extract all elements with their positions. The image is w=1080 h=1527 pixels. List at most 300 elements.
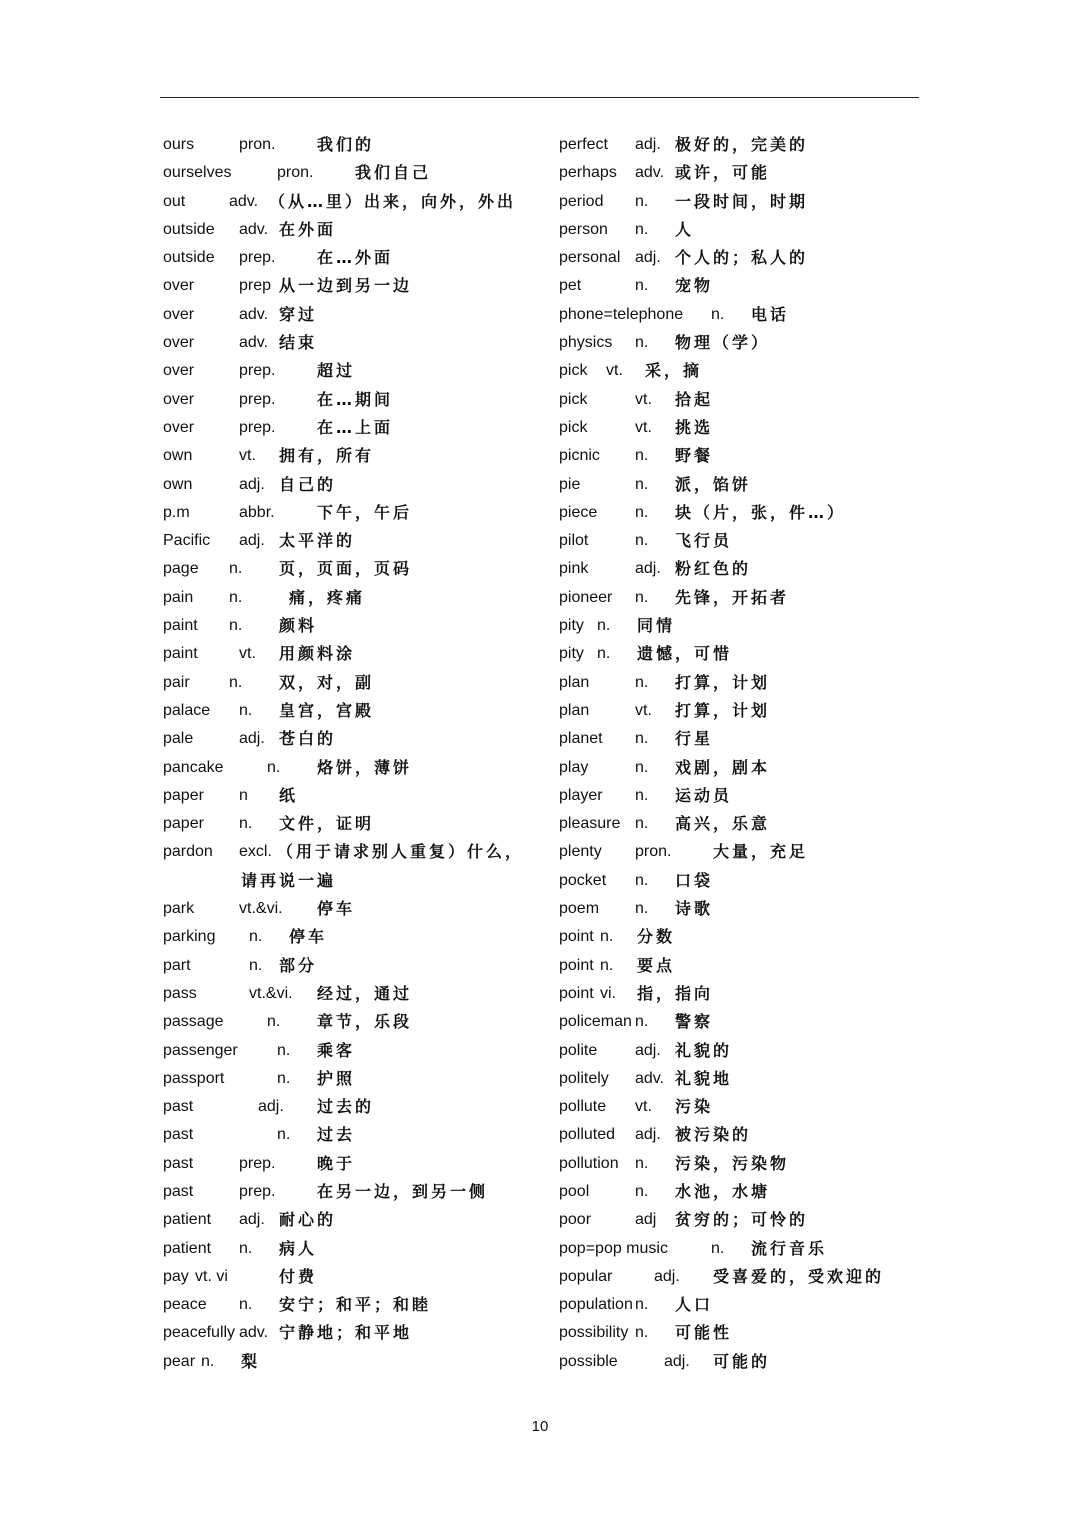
entry-pos: n. — [277, 1069, 291, 1087]
entry-definition: 耐心的 — [279, 1210, 337, 1230]
entry-word: p.m — [163, 503, 190, 521]
entry-pos: n. — [635, 220, 649, 238]
entry-row — [559, 131, 919, 159]
entry-definition: 野餐 — [675, 446, 714, 466]
entry-row — [163, 499, 543, 527]
entry-definition: 我们自己 — [355, 163, 432, 183]
entry-row — [559, 471, 919, 499]
entry-definition: 护照 — [317, 1068, 356, 1088]
entry-pos: n. — [597, 645, 611, 663]
entry-pos: n. — [635, 1013, 649, 1031]
entry-row — [163, 584, 543, 612]
entry-row — [163, 867, 543, 895]
entry-word: possible — [559, 1352, 618, 1370]
entry-pos: vt. — [635, 1098, 652, 1116]
entry-pos: vt. — [239, 645, 256, 663]
entry-row — [163, 357, 543, 385]
entry-definition: 结束 — [279, 333, 318, 353]
entry-pos: n. — [635, 192, 649, 210]
entry-row — [559, 754, 919, 782]
entry-row — [163, 1319, 543, 1347]
entry-row — [559, 838, 919, 866]
entry-pos: adj. — [664, 1352, 690, 1370]
entry-pos: prep. — [239, 1154, 276, 1172]
entry-word: phone=telephone — [559, 305, 684, 323]
entry-row — [559, 329, 919, 357]
entry-pos: adj — [635, 1211, 657, 1229]
entry-definition: （从…里）出来，向外，外出 — [269, 191, 517, 211]
entry-pos: prep — [239, 277, 272, 295]
entry-row — [163, 838, 543, 866]
entry-row — [163, 1065, 543, 1093]
entry-row — [163, 471, 543, 499]
entry-word: passage — [163, 1013, 224, 1031]
entry-word: possibility — [559, 1324, 629, 1342]
entry-pos: vt. — [606, 362, 623, 380]
entry-definition: 运动员 — [675, 785, 733, 805]
entry-pos: n. — [249, 928, 263, 946]
entry-word: own — [163, 447, 193, 465]
entry-definition: 在…外面 — [317, 248, 394, 268]
entry-row — [163, 782, 543, 810]
entry-pos: prep. — [239, 362, 276, 380]
entry-definition: 付费 — [279, 1266, 318, 1286]
entry-row — [163, 952, 543, 980]
entry-word: outside — [163, 249, 215, 267]
entry-pos: adj. — [635, 560, 661, 578]
entry-row — [163, 754, 543, 782]
entry-word: person — [559, 220, 608, 238]
entry-pos: n. — [635, 447, 649, 465]
entry-pos: vt. vi — [195, 1267, 228, 1285]
entry-definition: 警察 — [675, 1012, 714, 1032]
entry-row — [163, 527, 543, 555]
entry-pos: pron. — [239, 136, 276, 153]
entry-row — [559, 414, 919, 442]
entry-row — [163, 1235, 543, 1263]
entry-row — [559, 640, 919, 668]
entry-definition: 礼貌的 — [675, 1040, 733, 1060]
entry-definition: 人口 — [675, 1295, 714, 1315]
entry-word: passenger — [163, 1041, 238, 1059]
entry-definition: 纸 — [279, 785, 299, 805]
entry-word: pain — [163, 588, 194, 606]
entry-word: pioneer — [559, 588, 613, 606]
entry-pos: n. — [249, 956, 263, 974]
entry-row — [163, 725, 543, 753]
entry-word: plan — [559, 701, 590, 719]
entry-pos: n. — [635, 334, 649, 352]
entry-definition: 行星 — [675, 729, 714, 749]
entry-row — [163, 1263, 543, 1291]
entry-pos: n. — [635, 277, 649, 295]
entry-row — [163, 640, 543, 668]
entry-word: pie — [559, 475, 581, 493]
entry-definition: 可能性 — [675, 1323, 733, 1343]
right-column — [559, 131, 919, 1376]
entry-row — [163, 244, 543, 272]
entry-definition: 用颜料涂 — [279, 644, 356, 664]
entry-definition: 污染 — [675, 1097, 714, 1117]
entry-definition: 自己的 — [279, 474, 337, 494]
entry-row — [559, 923, 919, 951]
entry-row — [163, 895, 543, 923]
entry-pos: adv. — [239, 220, 269, 238]
entry-row — [163, 669, 543, 697]
entry-pos: vt. — [635, 390, 652, 408]
entry-word: polluted — [559, 1126, 616, 1144]
entry-word: population — [559, 1296, 633, 1314]
entry-pos: n. — [239, 815, 253, 833]
entry-pos: n. — [597, 617, 611, 635]
entry-word: patient — [163, 1211, 212, 1229]
entry-row — [559, 1037, 919, 1065]
entry-pos: n. — [600, 928, 614, 946]
entry-word: pick — [559, 362, 588, 380]
entry-definition: 块（片，张，件…） — [675, 502, 847, 522]
entry-word: over — [163, 418, 195, 436]
entry-word: patient — [163, 1239, 212, 1257]
entry-pos: abbr. — [239, 503, 275, 521]
entry-row — [559, 301, 919, 329]
entry-definition: 同情 — [637, 616, 676, 636]
entry-pos: prep. — [239, 390, 276, 408]
entry-definition: 梨 — [241, 1351, 261, 1371]
entry-definition: 大量，充足 — [713, 842, 809, 862]
entry-row — [559, 1178, 919, 1206]
entry-word: paper — [163, 815, 204, 833]
entry-row — [559, 1121, 919, 1149]
entry-definition: 戏剧，剧本 — [675, 757, 771, 777]
entry-definition: 分数 — [637, 927, 676, 947]
entry-definition: 拾起 — [675, 389, 714, 409]
entry-definition: 可能的 — [713, 1351, 771, 1371]
entry-word: planet — [559, 730, 603, 748]
entry-row — [559, 1150, 919, 1178]
entry-pos: n. — [267, 1013, 281, 1031]
entry-pos: adv. — [229, 192, 259, 210]
entry-word: paint — [163, 645, 198, 663]
entry-row — [559, 725, 919, 753]
entry-pos: adv. — [635, 164, 665, 182]
entry-definition: 粉红色的 — [675, 559, 752, 579]
entry-row — [559, 357, 919, 385]
entry-definition: 停车 — [289, 927, 328, 947]
entry-definition: 遗憾，可惜 — [637, 644, 733, 664]
entry-word: over — [163, 305, 195, 323]
entry-row — [559, 867, 919, 895]
entry-definition: 被污染的 — [675, 1125, 752, 1145]
entry-word: point — [559, 984, 594, 1002]
entry-definition: 在…上面 — [317, 417, 394, 437]
entry-pos: vt.&vi. — [239, 900, 283, 918]
entry-row — [559, 555, 919, 583]
entry-word: perfect — [559, 136, 608, 153]
entry-definition: 过去 — [317, 1125, 356, 1145]
entry-row — [163, 442, 543, 470]
entry-word: plenty — [559, 843, 602, 861]
entry-row — [163, 386, 543, 414]
entry-word: ours — [163, 136, 195, 153]
entry-word: politely — [559, 1069, 609, 1087]
entry-pos: n. — [239, 1296, 253, 1314]
entry-definition: 拥有，所有 — [279, 446, 375, 466]
entry-row — [559, 1348, 919, 1376]
entry-word: pity — [559, 645, 584, 663]
entry-word: pink — [559, 560, 589, 578]
entry-row — [559, 1065, 919, 1093]
entry-pos: n. — [229, 617, 243, 635]
entry-word: pass — [163, 984, 197, 1002]
entry-word: plan — [559, 673, 590, 691]
entry-pos: n. — [711, 305, 725, 323]
entry-pos: n. — [635, 673, 649, 691]
entry-pos: adj. — [635, 1041, 661, 1059]
entry-row — [163, 697, 543, 725]
entry-pos: n. — [635, 475, 649, 493]
entry-definition: 在…期间 — [317, 389, 394, 409]
entry-definition: 一段时间，时期 — [675, 191, 809, 211]
entry-pos: adj. — [258, 1098, 284, 1116]
entry-pos: prep. — [239, 1182, 276, 1200]
entry-pos: adv. — [239, 1324, 269, 1342]
entry-definition: 个人的；私人的 — [675, 248, 809, 268]
entry-word: own — [163, 475, 193, 493]
entry-word: over — [163, 277, 195, 295]
entry-word: peace — [163, 1296, 207, 1314]
entry-pos: n. — [201, 1352, 215, 1370]
entry-row — [559, 1263, 919, 1291]
entry-row — [163, 1121, 543, 1149]
entry-word: poor — [559, 1211, 592, 1229]
entry-definition: 请再说一遍 — [241, 870, 337, 890]
entry-word: piece — [559, 503, 598, 521]
entry-word: pilot — [559, 532, 589, 550]
entry-row — [559, 782, 919, 810]
entry-word: past — [163, 1154, 194, 1172]
entry-pos: vt. — [635, 418, 652, 436]
entry-word: pet — [559, 277, 582, 295]
entry-pos: n. — [635, 532, 649, 550]
entry-definition: 宁静地；和平地 — [279, 1323, 413, 1343]
entry-definition: 颜料 — [279, 616, 318, 636]
entry-definition: 或许，可能 — [675, 163, 771, 183]
entry-word: picnic — [559, 447, 600, 465]
entry-definition: 皇宫，宫殿 — [279, 700, 375, 720]
entry-word: personal — [559, 249, 621, 267]
entry-definition: 极好的，完美的 — [675, 135, 809, 154]
entry-definition: 下午，午后 — [317, 502, 413, 522]
entry-row — [559, 527, 919, 555]
entry-definition: 页，页面，页码 — [279, 559, 413, 579]
entry-word: poem — [559, 900, 600, 918]
entry-pos: n. — [635, 1154, 649, 1172]
entry-definition: 受喜爱的，受欢迎的 — [713, 1266, 885, 1286]
entry-row — [163, 555, 543, 583]
entry-definition: 先锋，开拓者 — [675, 587, 790, 607]
entry-definition: 指，指向 — [637, 983, 714, 1003]
entry-pos: adj. — [654, 1267, 680, 1285]
entry-word: peacefully — [163, 1324, 236, 1342]
entry-row — [559, 612, 919, 640]
entry-row — [163, 1206, 543, 1234]
entry-pos: prep. — [239, 418, 276, 436]
entry-definition: 晚于 — [317, 1153, 356, 1173]
entry-word: pick — [559, 418, 588, 436]
entry-row — [559, 1008, 919, 1036]
entry-word: popular — [559, 1267, 613, 1285]
entry-row — [559, 697, 919, 725]
entry-row — [163, 414, 543, 442]
entry-definition: 宠物 — [675, 276, 714, 296]
entry-pos: n. — [635, 1182, 649, 1200]
entry-word: polite — [559, 1041, 598, 1059]
entry-definition: 高兴，乐意 — [675, 814, 771, 834]
entry-word: out — [163, 192, 186, 210]
entry-definition: 采，摘 — [645, 361, 703, 381]
entry-pos: adj. — [239, 730, 265, 748]
entry-definition: 我们的 — [317, 135, 375, 154]
entry-definition: 章节，乐段 — [317, 1012, 413, 1032]
entry-row — [559, 442, 919, 470]
entry-definition: 人 — [675, 219, 695, 239]
entry-definition: 部分 — [279, 955, 318, 975]
entry-pos: vt.&vi. — [249, 984, 293, 1002]
entry-pos: n. — [277, 1041, 291, 1059]
entry-row — [163, 923, 543, 951]
entry-word: pancake — [163, 758, 224, 776]
entry-word: play — [559, 758, 589, 776]
entry-definition: 痛，疼痛 — [289, 587, 366, 607]
entry-row — [559, 952, 919, 980]
entry-row — [559, 499, 919, 527]
entry-row — [163, 329, 543, 357]
entry-word: pool — [559, 1182, 590, 1200]
entry-word: pear — [163, 1352, 196, 1370]
entry-pos: n. — [635, 730, 649, 748]
entry-row — [163, 1093, 543, 1121]
left-column — [163, 131, 543, 1376]
entry-row — [559, 386, 919, 414]
entry-pos: n. — [229, 560, 243, 578]
entry-definition: 挑选 — [675, 417, 714, 437]
entry-pos: adj. — [239, 532, 265, 550]
entry-row — [163, 188, 543, 216]
entry-definition: 在另一边，到另一侧 — [317, 1181, 489, 1201]
header-rule — [160, 97, 919, 98]
entry-pos: pron. — [277, 164, 314, 182]
entry-pos: n. — [635, 588, 649, 606]
entry-row — [559, 159, 919, 187]
entry-definition: （用于请求别人重复）什么， — [277, 842, 525, 862]
entry-word: part — [163, 956, 191, 974]
entry-row — [163, 1291, 543, 1319]
entry-definition: 要点 — [637, 955, 676, 975]
entry-word: palace — [163, 701, 211, 719]
entry-word: past — [163, 1182, 194, 1200]
entry-pos: adj. — [635, 136, 661, 153]
entry-definition: 苍白的 — [279, 729, 337, 749]
entry-row — [559, 1291, 919, 1319]
entry-definition: 口袋 — [675, 870, 714, 890]
entry-definition: 停车 — [317, 899, 356, 919]
entry-row — [163, 1037, 543, 1065]
entry-definition: 经过，通过 — [317, 983, 413, 1003]
entry-pos: n. — [239, 1239, 253, 1257]
entry-pos: n. — [635, 1296, 649, 1314]
entry-definition: 贫穷的；可怜的 — [675, 1210, 809, 1230]
entry-word: pair — [163, 673, 190, 691]
entry-pos: n. — [711, 1239, 725, 1257]
entry-pos: n. — [635, 758, 649, 776]
entry-pos: adj. — [635, 249, 661, 267]
entry-row — [559, 1206, 919, 1234]
entry-row — [163, 272, 543, 300]
entry-pos: pron. — [635, 843, 672, 861]
entry-row — [559, 1235, 919, 1263]
entry-row — [559, 188, 919, 216]
entry-pos: n. — [239, 701, 253, 719]
entry-pos: n. — [635, 871, 649, 889]
entry-definition: 电话 — [751, 304, 790, 324]
entry-word: pop=pop music — [559, 1239, 668, 1257]
entry-row — [559, 895, 919, 923]
entry-word: pick — [559, 390, 588, 408]
entry-definition: 流行音乐 — [751, 1238, 828, 1258]
entry-row — [163, 301, 543, 329]
entry-row — [559, 244, 919, 272]
entry-definition: 污染，污染物 — [675, 1153, 790, 1173]
entry-word: point — [559, 928, 594, 946]
entry-definition: 派，馅饼 — [675, 474, 752, 494]
entry-pos: adv. — [239, 334, 269, 352]
entry-pos: n. — [635, 900, 649, 918]
entry-definition: 水池，水塘 — [675, 1181, 771, 1201]
entry-pos: n. — [635, 503, 649, 521]
entry-word: point — [559, 956, 594, 974]
entry-pos: n. — [229, 588, 243, 606]
entry-pos: adj. — [239, 1211, 265, 1229]
entry-pos: n — [239, 786, 248, 804]
entry-pos: n. — [600, 956, 614, 974]
entry-definition: 安宁；和平；和睦 — [279, 1295, 432, 1315]
entry-definition: 诗歌 — [675, 899, 714, 919]
entry-word: perhaps — [559, 164, 617, 182]
entry-word: player — [559, 786, 603, 804]
entry-pos: vt. — [635, 701, 652, 719]
entry-word: period — [559, 192, 604, 210]
entry-pos: n. — [635, 1324, 649, 1342]
entry-word: physics — [559, 334, 613, 352]
entry-definition: 乘客 — [317, 1040, 356, 1060]
entry-pos: n. — [229, 673, 243, 691]
entry-word: parking — [163, 928, 216, 946]
entry-row — [163, 159, 543, 187]
entry-row — [559, 272, 919, 300]
entry-word: pay — [163, 1267, 189, 1285]
entry-word: pardon — [163, 843, 213, 861]
entry-pos: vi. — [600, 984, 616, 1002]
entry-row — [163, 1008, 543, 1036]
entry-row — [163, 980, 543, 1008]
entry-word: ourselves — [163, 164, 232, 182]
entry-word: over — [163, 362, 195, 380]
entry-pos: n. — [277, 1126, 291, 1144]
entry-row — [559, 810, 919, 838]
entry-pos: n. — [635, 786, 649, 804]
entry-row — [163, 810, 543, 838]
entry-pos: excl. — [239, 843, 272, 861]
